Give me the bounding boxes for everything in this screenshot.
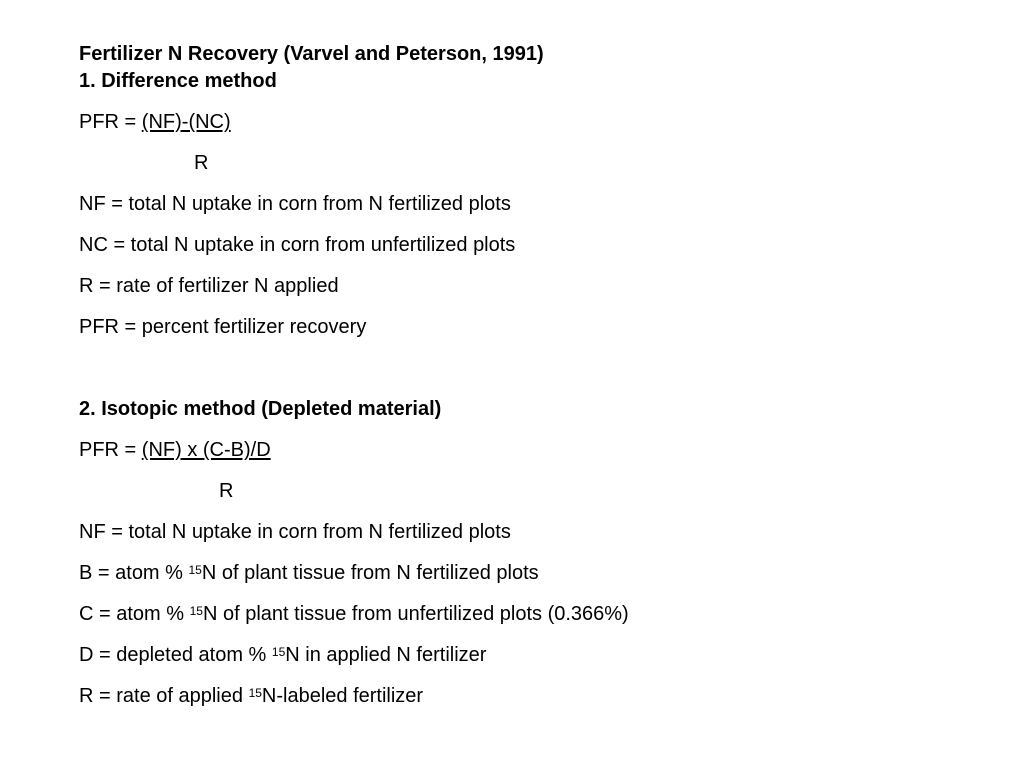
definition-pfr: PFR = percent fertilizer recovery	[79, 316, 367, 338]
definition-r-2-prefix: R = rate of applied	[79, 685, 249, 707]
definition-nf-1: NF = total N uptake in corn from N fertilized plots	[79, 193, 511, 215]
pfr-formula-2-denominator: R	[219, 480, 234, 502]
definition-c-superscript: 15	[189, 604, 203, 618]
pfr-formula-2-lhs: PFR =	[79, 439, 142, 461]
definition-d-suffix: N in applied N fertilizer	[285, 644, 487, 666]
definition-d	[79, 643, 486, 667]
definition-r-2-superscript: 15	[248, 686, 262, 700]
definition-nf-2: NF = total N uptake in corn from N fertilized plots	[79, 521, 511, 543]
definition-d-superscript: 15	[271, 645, 286, 659]
definition-c	[79, 602, 629, 626]
difference-method-heading: 1. Difference method	[79, 70, 277, 92]
definition-nc: NC = total N uptake in corn from unfertilized plots	[79, 234, 516, 256]
definition-c-prefix: C = atom %	[79, 603, 190, 625]
definition-d-prefix: D = depleted atom %	[79, 644, 272, 666]
pfr-formula-1	[79, 110, 231, 134]
definition-b-superscript: 15	[188, 563, 202, 577]
pfr-formula-2	[79, 438, 271, 462]
definition-c-suffix: N of plant tissue from unfertilized plots (0.366%)	[202, 603, 629, 625]
pfr-formula-1-lhs: PFR =	[79, 111, 142, 133]
definition-r-2-suffix: N-labeled fertilizer	[261, 685, 424, 707]
pfr-formula-2-numerator: (NF) x (C-B)/D	[141, 439, 271, 461]
pfr-formula-1-numerator: (NF)-(NC)	[141, 111, 231, 133]
definition-r-1: R = rate of fertilizer N applied	[79, 275, 339, 297]
definition-b-suffix: N of plant tissue from N fertilized plots	[201, 562, 539, 584]
definition-r-2	[79, 684, 423, 708]
pfr-formula-1-denominator: R	[194, 152, 209, 174]
definition-b	[79, 561, 539, 585]
slide-title: Fertilizer N Recovery (Varvel and Peterson, 1991)	[79, 43, 544, 65]
isotopic-method-heading: 2. Isotopic method (Depleted material)	[79, 398, 442, 420]
definition-b-prefix: B = atom %	[79, 562, 189, 584]
